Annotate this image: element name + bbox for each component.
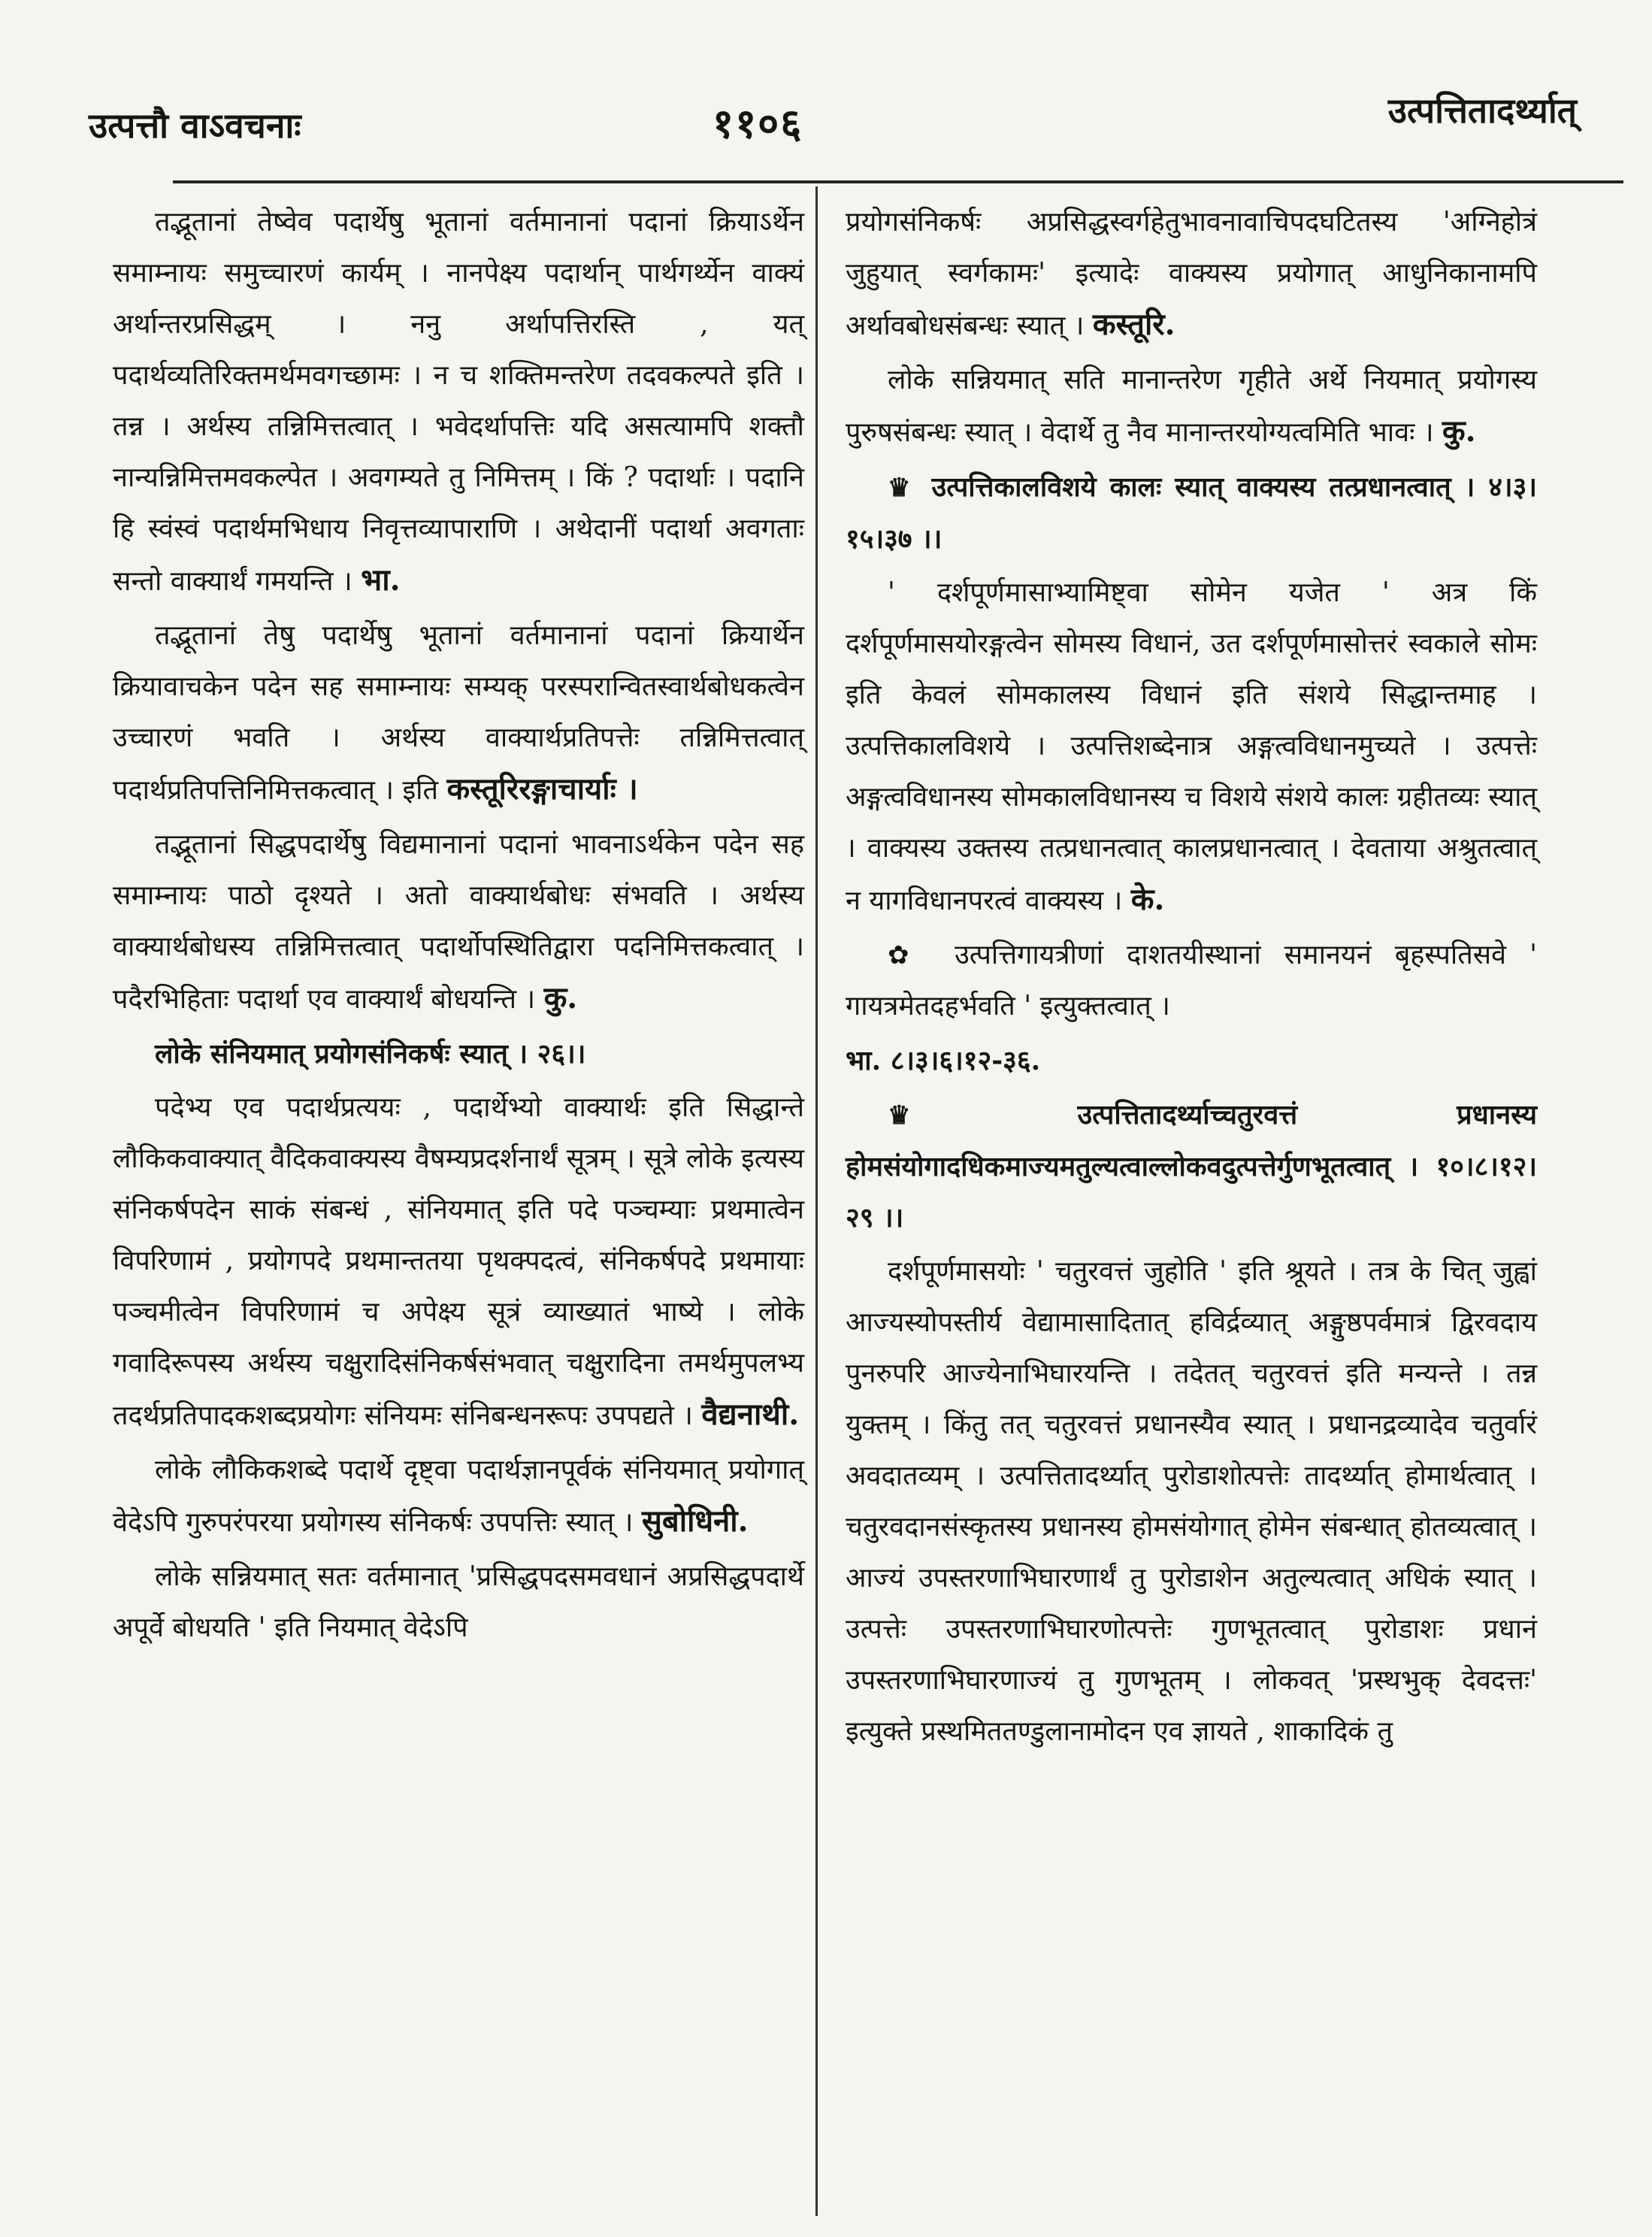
paragraph-text: उत्पत्तिगायत्रीणां दाशतयीस्थानां समानयनं बृहस्पतिसवे ' गायत्रमेतदहर्भवति ' इत्युक्तत्वात् । xyxy=(846,940,1537,1022)
source-citation: भा. xyxy=(361,562,401,598)
paragraph xyxy=(113,1082,804,1442)
source-citation: कु. xyxy=(1442,413,1476,449)
paragraph xyxy=(113,819,804,1025)
sutra-heading: लोके संनियमात् प्रयोगसंनिकर्षः स्यात् । २६।। xyxy=(155,1038,586,1070)
paragraph xyxy=(113,197,804,607)
sutra-text: उत्पत्तिकालविशये कालः स्यात् वाक्यस्य तत्प्रधानत्वात् । ४।३।१५।३७ ।। xyxy=(846,471,1537,555)
paragraph xyxy=(113,610,804,816)
source-citation: कस्तूरिरङ्गाचार्याः । xyxy=(446,771,638,807)
source-citation: सुबोधिनी. xyxy=(641,1503,749,1539)
header-right-title: उत्पत्तितादर्थ्यात् xyxy=(1387,90,1577,131)
paragraph-text: ' दर्शपूर्णमासाभ्यामिष्ट्वा सोमेन यजेत ' अत्र किं दर्शपूर्णमासयोरङ्गत्वेन सोमस्य विधानं, उत दर्शपूर्णमासोत्तरं स्वकाले सोमः इति केवलं सोमकालस्य विधानं इति संशये सिद्धान्तमाह । उत्पत्तिकालविशये । उत्पत्तिशब्देनात्र अङ्गत्वविधानमुच्यते । उत्पत्तेः अङ्गत्वविधानस्य सोमकालविधानस्य च विशये संशये कालः ग्रहीतव्यः स्यात् । वाक्यस्य उक्तस्य तत्प्रधानत्वात् कालप्रधानत्वात् । देवताया अश्रुतत्वात् न यागविधानपरत्वं वाक्यस्य । xyxy=(846,577,1537,916)
ornament-icon: ♛ xyxy=(888,1100,911,1131)
source-citation: के. xyxy=(1130,882,1165,917)
paragraph xyxy=(846,1246,1537,1757)
paragraph-text: तद्भूतानां तेष्वेव पदार्थेषु भूतानां वर्तमानानां पदानां क्रियाऽर्थेन समाम्नायः समुच्चारणं कार्यम् । नानपेक्ष्य पदार्थान् पार्थगर्थ्येन वाक्यं अर्थान्तरप्रसिद्धम् । ननु अर्थापत्तिरस्ति , यत् पदार्थव्यतिरिक्तमर्थमवगच्छामः । न च शक्तिमन्तरेण तदवकल्पते इति । तन्न । अर्थस्य तन्निमित्तत्वात् । भवेदर्थापत्तिः यदि असत्यामपि शक्तौ नान्यन्निमित्तमवकल्पेत । अवगम्यते तु निमित्तम् । किं ? पदार्थाः । पदानि हि स्वंस्वं पदार्थमभिधाय निवृत्तव्यापाराणि । अथेदानीं पदार्था अवगताः सन्तो वाक्यार्थं गमयन्ति । xyxy=(113,207,804,597)
paragraph xyxy=(113,1445,804,1548)
page-number: ११०६ xyxy=(713,99,803,147)
paragraph xyxy=(846,568,1537,927)
sutra-heading xyxy=(846,462,1537,565)
paragraph-text: लोके सन्नियमात् सति मानान्तरेण गृहीते अर्थे नियमात् प्रयोगस्य पुरुषसंबन्धः स्यात् । वेदार्थे तु नैव मानान्तरयोग्यत्वमिति भावः । xyxy=(846,365,1537,448)
sutra-text: उत्पत्तितादर्थ्याच्चतुरवत्तं प्रधानस्य होमसंयोगादधिकमाज्यमतुल्यत्वाल्लोकवदुत्पत्तेर्गुणभूतत्वात् । १०।८।१२।२९ ।। xyxy=(846,1099,1537,1234)
column-divider xyxy=(815,186,818,2216)
running-header xyxy=(89,71,1607,154)
reference-line: भा. ८।३।६।१२-३६. xyxy=(846,1045,1041,1076)
header-rule xyxy=(173,180,1623,183)
ornament-icon: ♛ xyxy=(888,473,911,503)
paragraph-text: लोके लौकिकशब्दे पदार्थे दृष्ट्वा पदार्थज्ञानपूर्वकं संनियमात् प्रयोगात् वेदेऽपि गुरुपरंपरया प्रयोगस्य संनिकर्षः उपपत्तिः स्यात् । xyxy=(113,1455,804,1538)
paragraph xyxy=(846,355,1537,459)
left-column xyxy=(113,197,804,1657)
sutra-heading xyxy=(846,1089,1537,1243)
flower-icon: ✿ xyxy=(888,940,924,970)
right-column xyxy=(846,197,1537,1760)
paragraph-text: तद्भूतानां सिद्धपदार्थेषु विद्यमानानां पदानां भावनाऽर्थकेन पदेन सह समाम्नायः पाठो दृश्यते । अतो वाक्यार्थबोधः संभवति । अर्थस्य वाक्यार्थबोधस्य तन्निमित्तत्वात् पदार्थोपस्थितिद्वारा पदनिमित्तकत्वात् । पदैरभिहिताः पदार्था एव वाक्यार्थं बोधयन्ति । xyxy=(113,829,804,1015)
paragraph-text: तद्भूतानां तेषु पदार्थेषु भूतानां वर्तमानानां पदानां क्रियार्थेन क्रियावाचकेन पदेन सह समाम्नायः सम्यक् परस्परान्वितस्वार्थबोधकत्वेन उच्चारणं भवति । अर्थस्य वाक्यार्थप्रतिपत्तेः तन्निमित्तत्वात् पदार्थप्रतिपत्तिनिमित्तकत्वात् । इति xyxy=(113,620,804,806)
source-citation: वैद्यनाथी. xyxy=(701,1397,800,1432)
paragraph xyxy=(113,1551,804,1654)
header-left-title: उत्पत्तौ वाऽवचनाः xyxy=(89,105,301,146)
paragraph-text: लोके सन्नियमात् सतः वर्तमानात् 'प्रसिद्धपदसमवधानं अप्रसिद्धपदार्थे अपूर्वे बोधयति ' इति नियमात् वेदेऽपि xyxy=(113,1561,804,1643)
paragraph-text: प्रयोगसंनिकर्षः अप्रसिद्धस्वर्गहेतुभावनावाचिपदघटितस्य 'अग्निहोत्रं जुहुयात् स्वर्गकामः' इत्यादेः वाक्यस्य प्रयोगात् आधुनिकानामपि अर्थावबोधसंबन्धः स्यात् । xyxy=(846,207,1537,341)
paragraph xyxy=(846,930,1537,1032)
paragraph xyxy=(846,197,1537,352)
paragraph-text: पदेभ्य एव पदार्थप्रत्ययः , पदार्थेभ्यो वाक्यार्थः इति सिद्धान्ते लौकिकवाक्यात् वैदिकवाक्यस्य वैषम्यप्रदर्शनार्थं सूत्रम् । सूत्रे लोके इत्यस्य संनिकर्षपदेन साकं संबन्धं , संनियमात् इति पदे पञ्चम्याः प्रथमात्वेन विपरिणामं , प्रयोगपदे प्रथमान्ततया पृथक्पदत्वं, संनिकर्षपदे प्रथमायाः पञ्चमीत्वेन विपरिणामं च अपेक्ष्य सूत्रं व्याख्यातं भाष्ये । लोके गवादिरूपस्य अर्थस्य चक्षुरादिसंनिकर्षसंभवात् चक्षुरादिना तमर्थमुपलभ्य तदर्थप्रतिपादकशब्दप्रयोगः संनियमः संनिबन्धनरूपः उपपद्यते । xyxy=(113,1092,804,1431)
source-citation: कु. xyxy=(543,980,578,1016)
paragraph-text: दर्शपूर्णमासयोः ' चतुरवत्तं जुहोति ' इति श्रूयते । तत्र के चित् जुह्वां आज्यस्योपस्तीर्य वेद्यामासादितात् हविर्द्रव्यात् अङ्गुष्ठपर्वमात्रं द्विरवदाय पुनरुपरि आज्येनाभिघारयन्ति । तदेतत् चतुरवत्तं इति मन्यन्ते । तन्न युक्तम् । किंतु तत् चतुरवत्तं प्रधानस्यैव स्यात् । प्रधानद्रव्यादेव चतुर्वारं अवदातव्यम् । उत्पत्तितादर्थ्यात् पुरोडाशोत्पत्तेः तादर्थ्यात् होमार्थत्वात् । चतुरवदानसंस्कृतस्य प्रधानस्य होमसंयोगात् होमेन संबन्धात् होतव्यत्वात् । आज्यं उपस्तरणाभिघारणार्थं तु पुरोडाशेन अतुल्यत्वात् अधिकं स्यात् । उत्पत्तेः उपस्तरणाभिघारणोत्पत्तेः गुणभूतत्वात् पुरोडाशः प्रधानं उपस्तरणाभिघारणाज्यं तु गुणभूतम् । लोकवत् 'प्रस्थभुक् देवदत्तः' इत्युक्ते प्रस्थमिततण्डुलानामोदन एव ज्ञायते , शाकादिकं तु xyxy=(846,1256,1537,1747)
source-citation: कस्तूरि. xyxy=(1092,307,1175,342)
